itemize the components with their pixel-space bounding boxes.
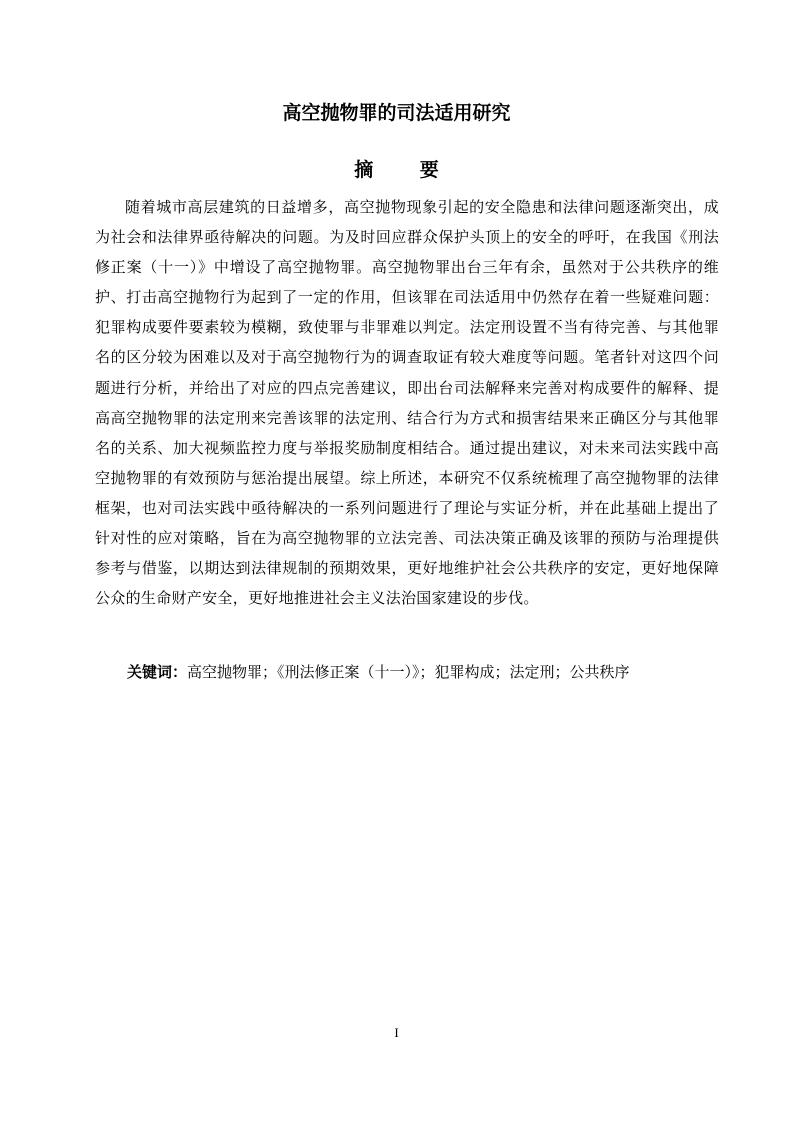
- keywords-text: 高空抛物罪；《刑法修正案（十一）》；犯罪构成；法定刑；公共秩序: [187, 663, 630, 681]
- keywords-label: 关键词：: [127, 663, 188, 681]
- page-number: I: [394, 1025, 399, 1040]
- keywords-line: [127, 659, 727, 685]
- abstract-heading: 摘 要: [354, 159, 459, 181]
- page-title: 高空抛物罪的司法适用研究: [282, 102, 511, 124]
- abstract-paragraph: 随着城市高层建筑的日益增多，高空抛物现象引起的安全隐患和法律问题逐渐突出，成为社会和法律界亟待解决的问题。为及时回应群众保护头顶上的安全的呼吁，在我国《刑法修正案（十一）》中增设了高空抛物罪。高空抛物罪出台三年有余，虽然对于公共秩序的维护、打击高空抛物行为起到了一定的作用，但该罪在司法适用中仍然存在着一些疑难问题：犯罪构成要件要素较为模糊，致使罪与非罪难以判定。法定刑设置不当有待完善、与其他罪名的区分较为困难以及对于高空抛物行为的调查取证有较大难度等问题。笔者针对这四个问题进行分析，并给出了对应的四点完善建议，即出台司法解释来完善对构成要件的解释、提高高空抛物罪的法定刑来完善该罪的法定刑、结合行为方式和损害结果来正确区分与其他罪名的关系、加大视频监控力度与举报奖励制度相结合。通过提出建议，对未来司法实践中高空抛物罪的有效预防与惩治提出展望。综上所述，本研究不仅系统梳理了高空抛物罪的法律框架，也对司法实践中亟待解决的一系列问题进行了理论与实证分析，并在此基础上提出了针对性的应对策略，旨在为高空抛物罪的立法完善、司法决策正确及该罪的预防与治理提供参考与借鉴，以期达到法律规制的预期效果，更好地维护社会公共秩序的安定，更好地保障公众的生命财产安全，更好地推进社会主义法治国家建设的步伐。: [95, 198, 719, 608]
